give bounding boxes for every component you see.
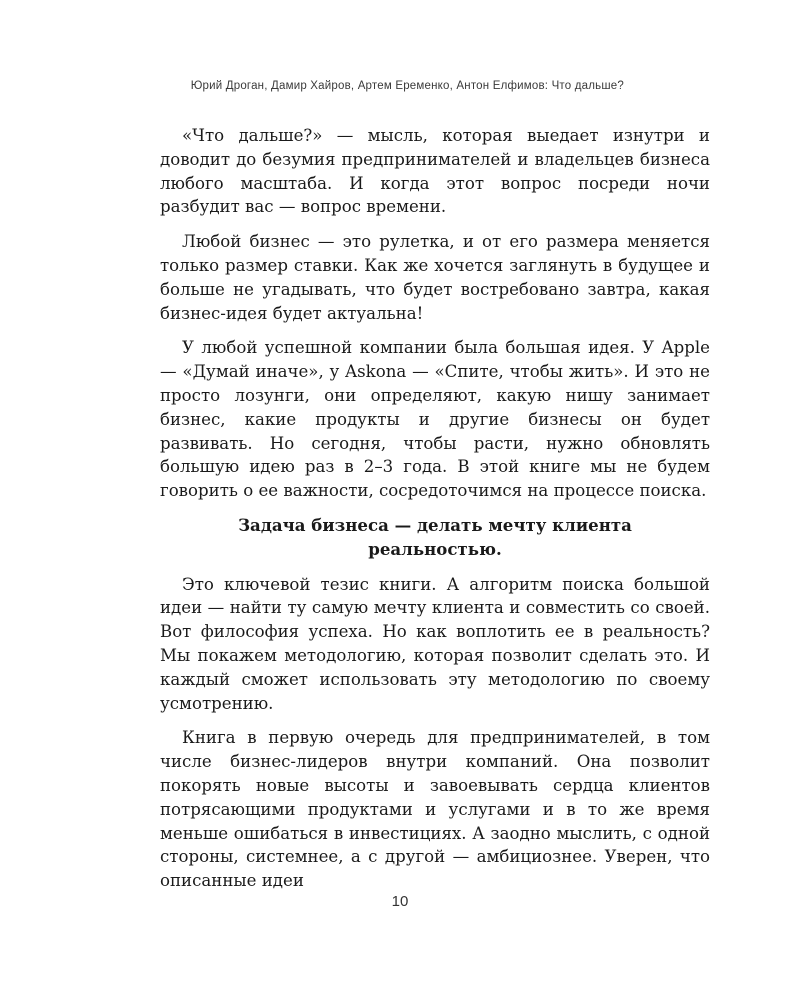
page-number: 10 [391, 893, 409, 910]
thesis-heading: Задача бизнеса — делать мечту клиента реальностью. [238, 514, 632, 559]
paragraph: Любой бизнес — это рулетка, и от его размера меняется только размер ставки. Как же хочется заглянуть в будущее и больше не угадывать, что будет востребовано завтра, какая бизнес-идея будет актуальна! [160, 232, 710, 323]
running-head: Юрий Дроган, Дамир Хайров, Артем Еременко, Антон Елфимов: Что дальше? [190, 80, 624, 92]
paragraph: У любой успешной компании была большая идея. У Apple — «Думай иначе», у Askona — «Спите, чтобы жить». И это не просто лозунги, они определяют, какую нишу занимает бизнес, какие продукты и другие бизнесы он будет развивать. Но сегодня, чтобы расти, нужно обновлять большую идею раз в 2–3 года. В этой книге мы не будем говорить о ее важности, сосредоточимся на процессе поиска. [160, 338, 710, 501]
page-body [160, 124, 710, 893]
paragraph: «Что дальше?» — мысль, которая выедает изнутри и доводит до безумия предпринимателей и владельцев бизнеса любого масштаба. И когда этот вопрос посреди ночи разбудит вас — вопрос времени. [160, 126, 710, 217]
paragraph: Это ключевой тезис книги. А алгоритм поиска большой идеи — найти ту самую мечту клиента и совместить со своей. Вот философия успеха. Но как воплотить ее в реальность? Мы покажем методологию, которая позволит сделать это. И каждый сможет использовать эту методологию по своему усмотрению. [160, 574, 710, 713]
paragraph: Книга в первую очередь для предпринимателей, в том числе бизнес-лидеров внутри компаний. Она позволит покорять новые высоты и завоевывать сердца клиентов потрясающими продуктами и услугами и в то же время меньше ошибаться в инвестициях. А заодно мыслить, с одной стороны, системнее, а с другой — амбициознее. Уверен, что описанные идеи [160, 728, 710, 891]
